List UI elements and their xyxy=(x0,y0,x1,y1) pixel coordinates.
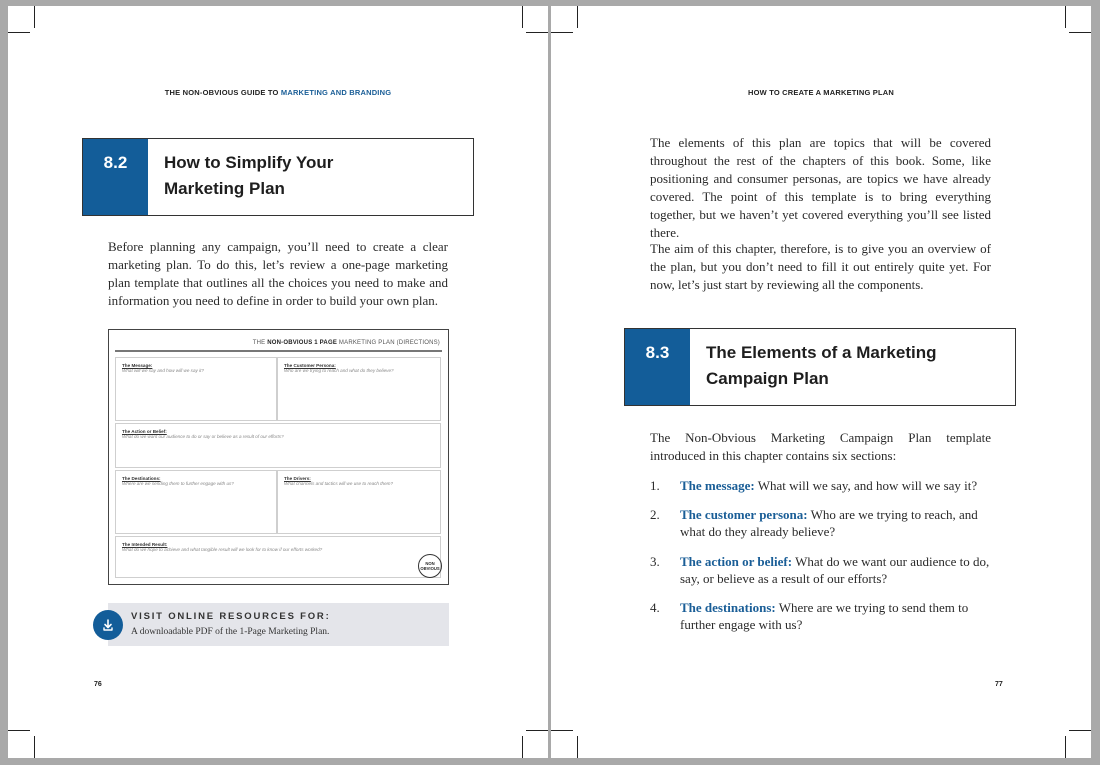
running-head xyxy=(8,88,548,97)
crop-mark xyxy=(577,736,578,758)
worksheet-rule xyxy=(115,350,442,352)
intro-paragraph: Before planning any campaign, you’ll need to create a clear marketing plan. To do this, let’s review a one-page marketing plan template that outlines all the choices you need to make and information you need to define in order to build your own plan. xyxy=(108,239,448,308)
section-heading-8-2 xyxy=(82,138,474,216)
paragraph-2: The aim of this chapter, therefore, is to give you an overview of the plan, but you don’t need to fill it out entirely quite yet. For now, let’s just start by reviewing all the components. xyxy=(650,241,991,292)
non-obvious-badge: NON OBVIOUS xyxy=(418,554,442,578)
worksheet-cell-destinations: The Destinations: Where are we sending them to further engage with us? xyxy=(115,470,277,534)
crop-mark xyxy=(8,32,30,33)
list-term: The customer persona: xyxy=(680,507,808,522)
worksheet-cell-result: The Intended Result: What do we hope to achieve and what tangible result will we look for to know if our efforts worked? xyxy=(115,536,441,578)
crop-mark xyxy=(34,6,35,28)
list-term: The destinations: xyxy=(680,600,776,615)
section-number: 8.3 xyxy=(625,329,690,405)
crop-mark xyxy=(522,6,523,28)
worksheet-cell-message: The Message: What will we say and how will we say it? xyxy=(115,357,277,421)
page-number-right: 77 xyxy=(995,681,1003,688)
page-number-left: 76 xyxy=(94,681,102,688)
crop-mark xyxy=(577,6,578,28)
section-title: The Elements of a Marketing Campaign Plan xyxy=(706,343,937,388)
crop-mark xyxy=(8,730,30,731)
crop-mark xyxy=(551,730,573,731)
resources-text: A downloadable PDF of the 1-Page Marketing Plan. xyxy=(131,627,330,637)
section-title: How to Simplify Your Marketing Plan xyxy=(164,153,334,198)
running-head-accent: MARKETING AND BRANDING xyxy=(280,88,392,97)
worksheet-cell-action: The Action or Belief: What do we want our audience to do or say or believe as a result of our efforts? xyxy=(115,423,441,468)
list-term: The action or belief: xyxy=(680,554,793,569)
download-icon[interactable] xyxy=(93,610,123,640)
crop-mark xyxy=(526,32,548,33)
paragraph-3: The Non-Obvious Marketing Campaign Plan template introduced in this chapter contains six sections: xyxy=(650,430,991,463)
crop-mark xyxy=(1069,32,1091,33)
running-head: HOW TO CREATE A MARKETING PLAN xyxy=(748,88,894,97)
crop-mark xyxy=(1069,730,1091,731)
running-head-prefix: THE NON-OBVIOUS GUIDE TO xyxy=(164,88,279,97)
worksheet-cell-drivers: The Drivers: What channels and tactics will we use to reach them? xyxy=(277,470,441,534)
crop-mark xyxy=(1065,736,1066,758)
marketing-plan-worksheet-image xyxy=(108,329,449,585)
section-heading-8-3 xyxy=(624,328,1016,406)
crop-mark xyxy=(1065,6,1066,28)
section-number: 8.2 xyxy=(83,139,148,215)
crop-mark xyxy=(34,736,35,758)
worksheet-title: THE NON-OBVIOUS 1 PAGE MARKETING PLAN (DIRECTIONS) xyxy=(252,340,440,346)
crop-mark xyxy=(526,730,548,731)
worksheet-cell-persona: The Customer Persona: Who are we trying to reach and what do they believe? xyxy=(277,357,441,421)
crop-mark xyxy=(522,736,523,758)
paragraph-1: The elements of this plan are topics that will be covered throughout the rest of the chapters of this book. Some, like positioning and consumer personas, are topics we have already covered. The point of this template is to bring everything together, but we haven’t yet covered everything you’ll see listed there. xyxy=(650,135,991,240)
left-page xyxy=(8,6,548,758)
online-resources-box[interactable] xyxy=(108,603,449,646)
right-page: HOW TO CREATE A MARKETING PLAN The elements of this plan are topics that will be covered throughout the rest of the chapters of this book. Some, like positioning and consumer personas, are topics we have already covered. The point of this template is to bring everything together, but we haven’t yet covered everything you’ll see listed there. The aim of this chapter, therefore, is to give you an overview of the plan, but you don’t need to fill it out entirely quite yet. For now, let’s just start by reviewing all the components. 8.3 The Elements of a Marketing Campaign Plan The Non-Obvious Marketing Campaign Plan template introduced in this chapter contains six sections: 1. The message: What will we say, and how will we say it? 2. The customer persona: Who are we trying to reach, and what do they already believe? 3. The action or belief: What do we want our audience to do, say, or believe as a result of our efforts? 4. The destinations: Where are we trying to send them to further engage with us? 77 xyxy=(551,6,1091,758)
download-arrow-icon xyxy=(101,618,115,632)
resources-heading: VISIT ONLINE RESOURCES FOR: xyxy=(131,611,331,622)
list-term: The message: xyxy=(680,478,755,493)
crop-mark xyxy=(551,32,573,33)
